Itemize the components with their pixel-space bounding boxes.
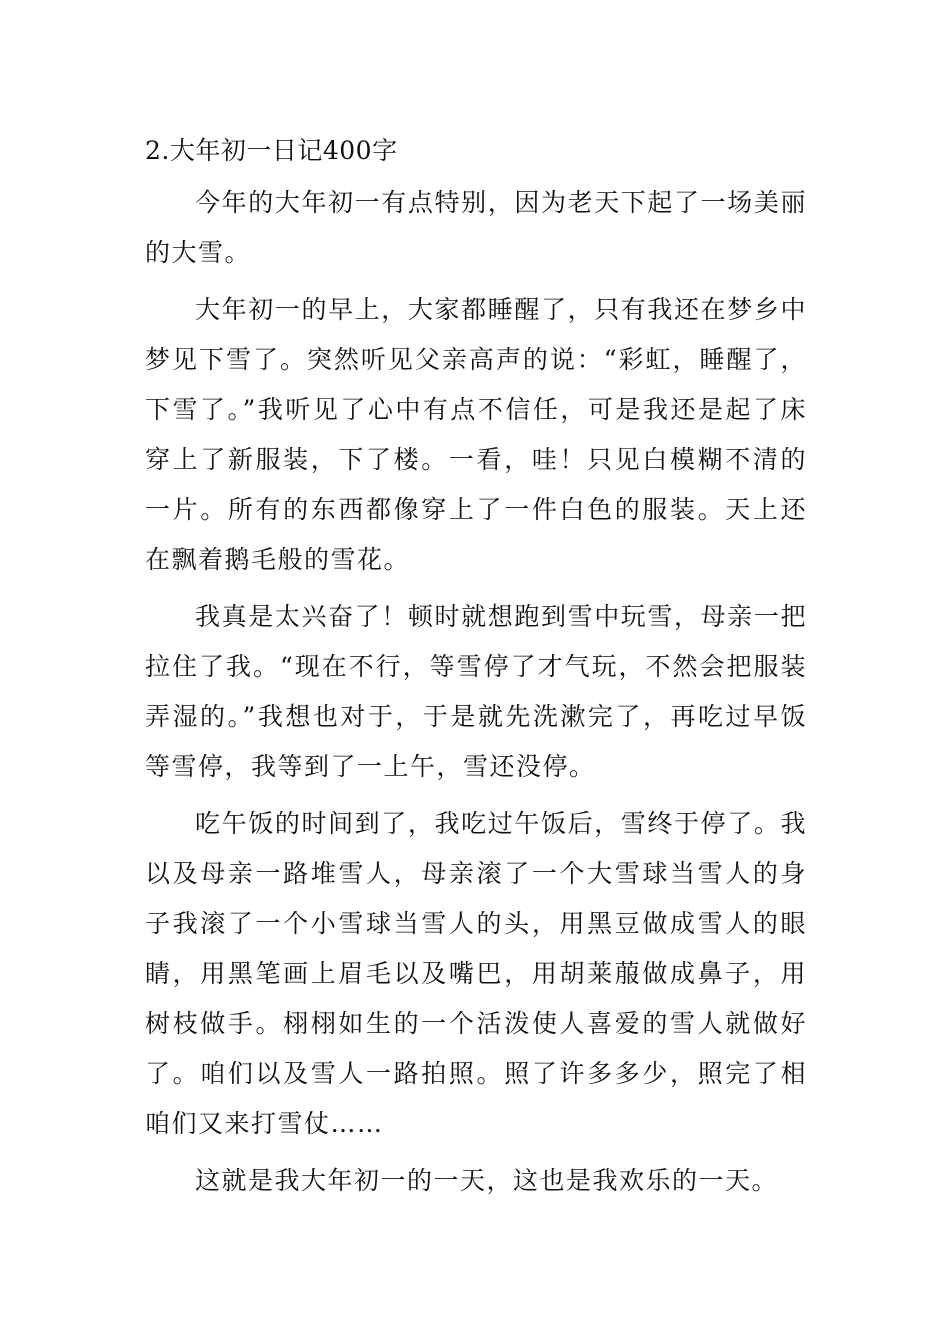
paragraph: 大年初一的早上，大家都睡醒了，只有我还在梦乡中梦见下雪了。突然听见父亲高声的说：“彩虹，睡醒了，下雪了。”我听见了心中有点不信任，可是我还是起了床穿上了新服装，下了楼。一看，哇！只见白模糊不清的一片。所有的东西都像穿上了一件白色的服装。天上还在飘着鹅毛般的雪花。 (145, 295, 807, 574)
paragraph: 我真是太兴奋了！顿时就想跑到雪中玩雪，母亲一把拉住了我。“现在不行，等雪停了才气玩，不然会把服装弄湿的。”我想也对于，于是就先洗漱完了，再吃过早饭等雪停，我等到了一上午，雪还没停。 (145, 602, 807, 781)
paragraph: 吃午饭的时间到了，我吃过午饭后，雪终于停了。我以及母亲一路堆雪人，母亲滚了一个大雪球当雪人的身子我滚了一个小雪球当雪人的头，用黑豆做成雪人的眼睛，用黑笔画上眉毛以及嘴巴，用胡莱菔做成鼻子，用树枝做手。栩栩如生的一个活泼使人喜爱的雪人就做好了。咱们以及雪人一路拍照。照了许多多少，照完了相咱们又来打雪仗…… (145, 809, 807, 1138)
paragraph: 这就是我大年初一的一天，这也是我欢乐的一天。 (195, 1166, 779, 1195)
document-title: 2.大年初一日记400字 (145, 136, 398, 165)
document-body (145, 178, 807, 1213)
paragraph: 今年的大年初一有点特别，因为老天下起了一场美丽的大雪。 (145, 188, 807, 267)
